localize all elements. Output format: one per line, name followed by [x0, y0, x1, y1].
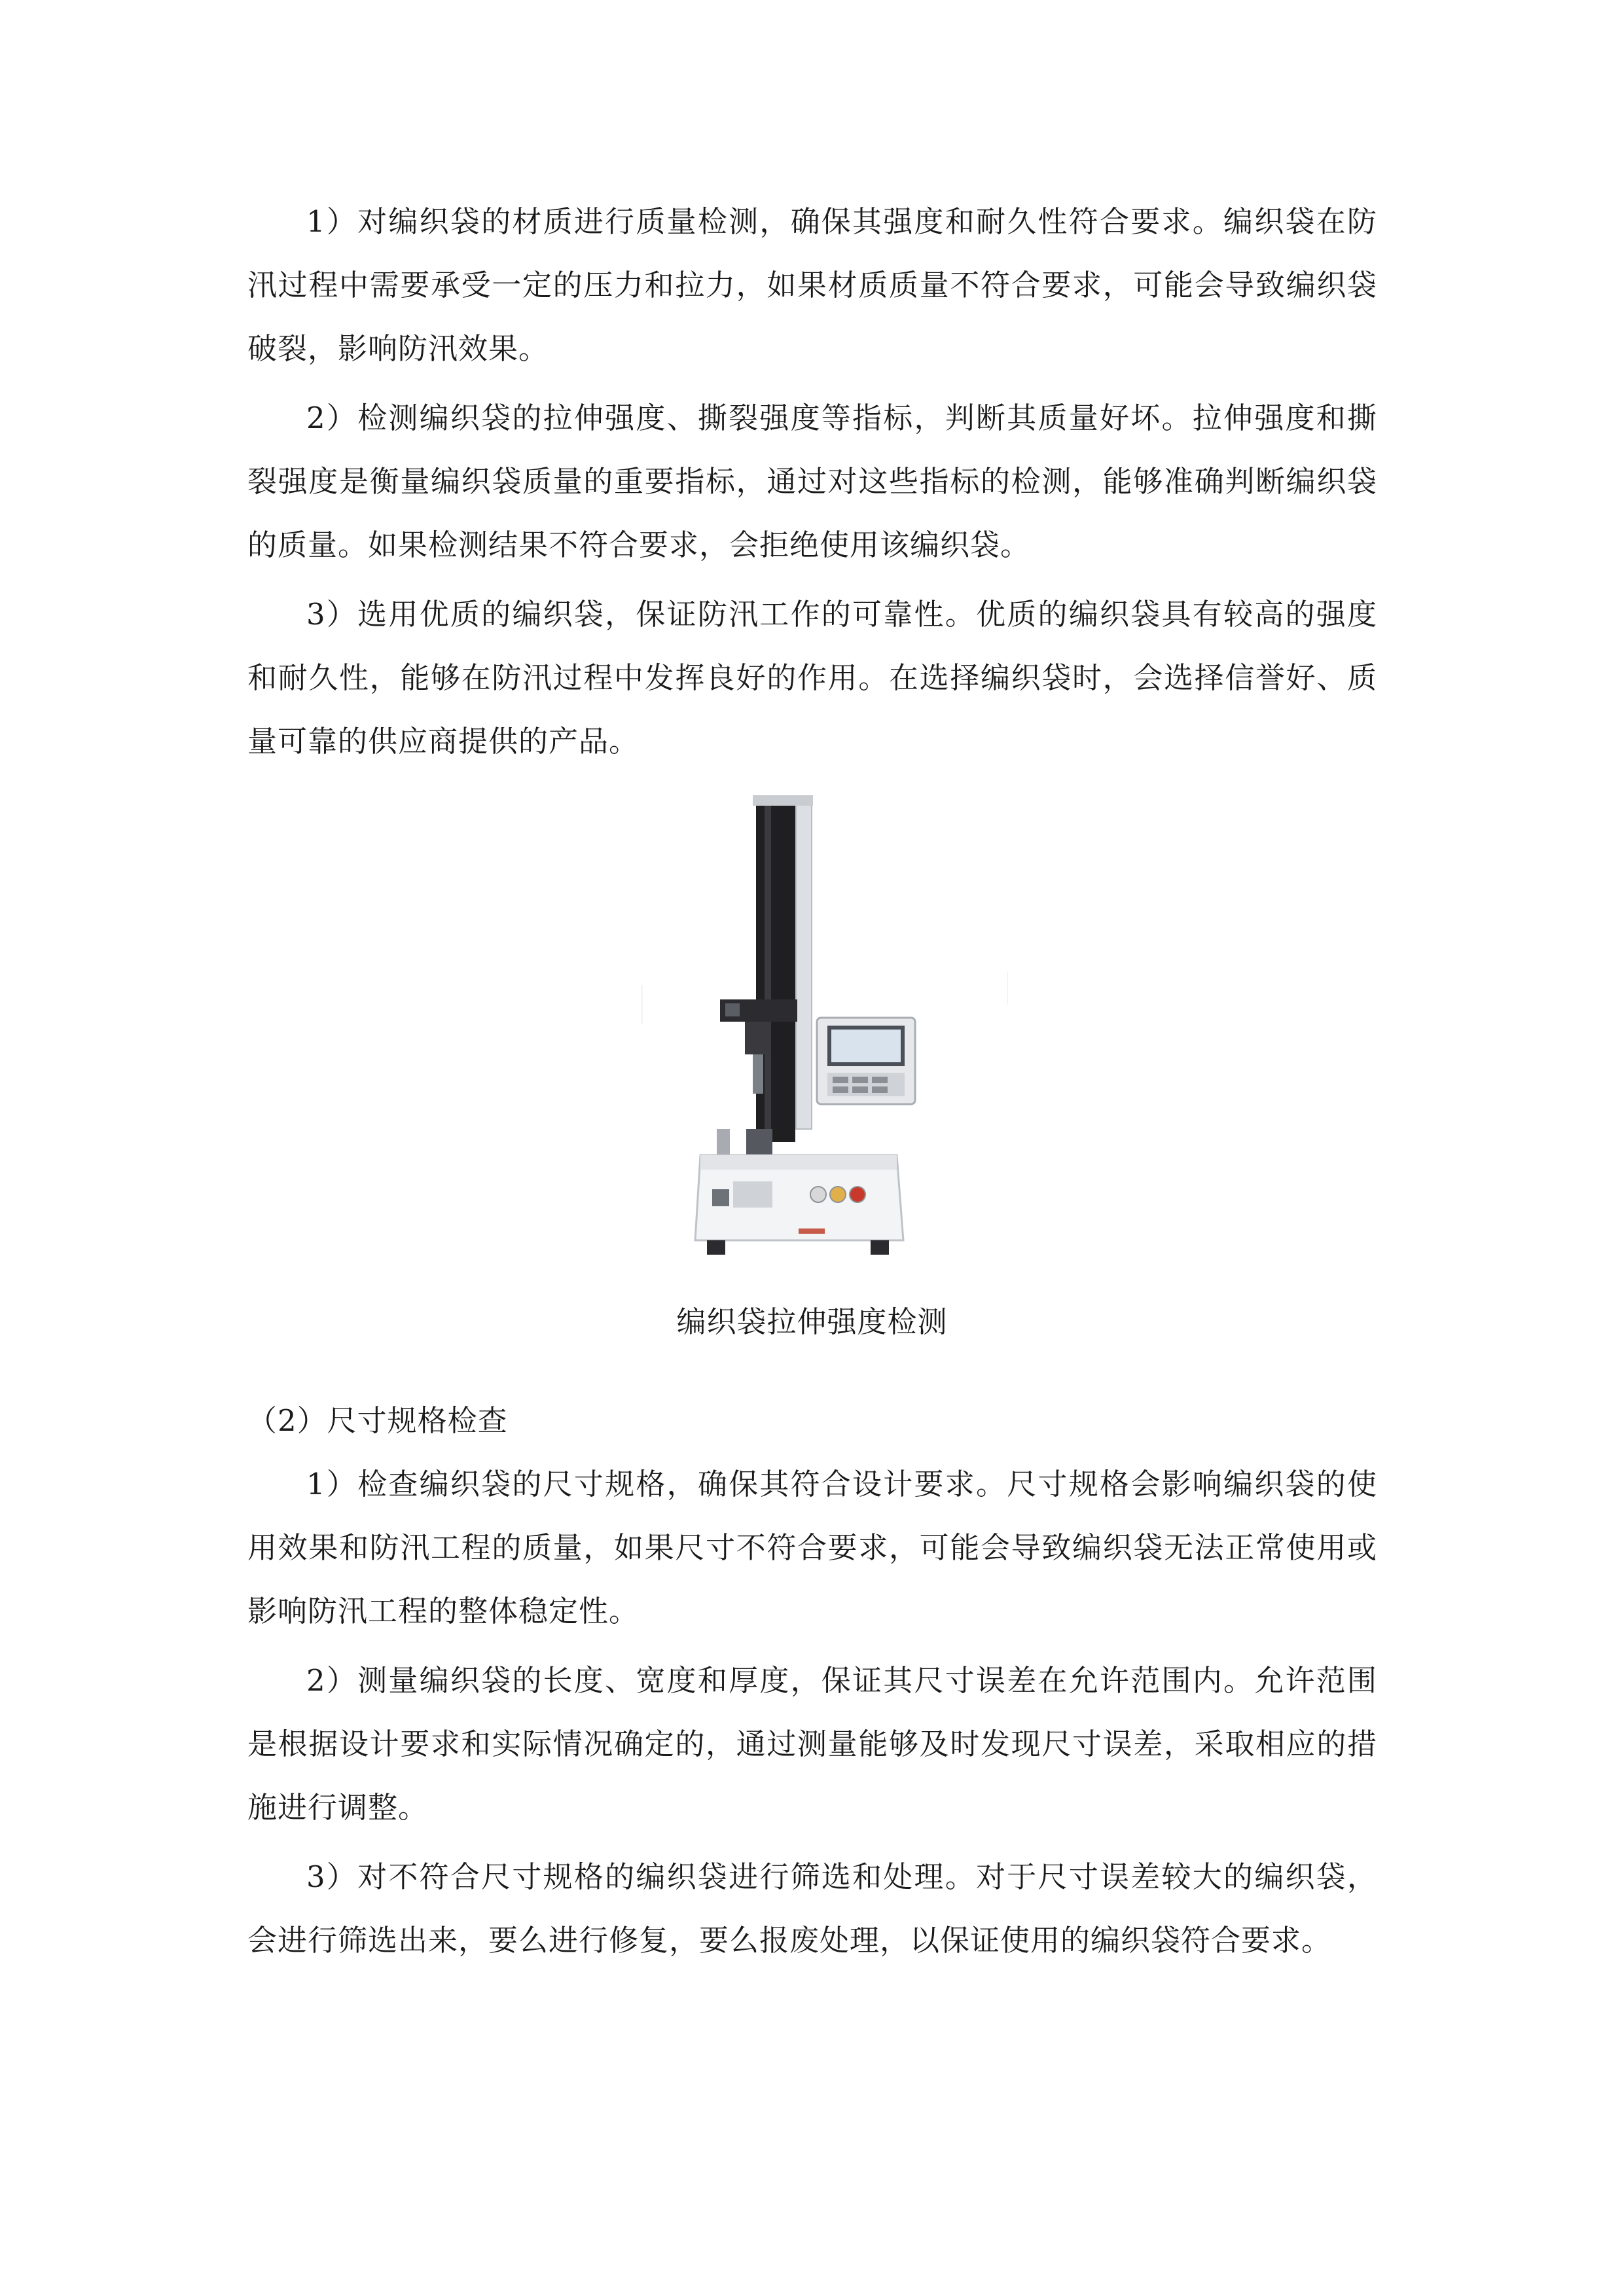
paragraph-material-inspection: 1）对编织袋的材质进行质量检测，确保其强度和耐久性符合要求。编织袋在防汛过程中需要承受一定的压力和拉力，如果材质质量不符合要求，可能会导致编织袋破裂，影响防汛效果。 [247, 204, 1377, 366]
paragraph-quality-selection: 3）选用优质的编织袋，保证防汛工作的可靠性。优质的编织袋具有较高的强度和耐久性，能够在防汛过程中发挥良好的作用。在选择编织袋时，会选择信誉好、质量可靠的供应商提供的产品。 [247, 597, 1377, 759]
tensile-testing-machine-image [641, 789, 1008, 1266]
paragraph-nonconforming-handling: 3）对不符合尺寸规格的编织袋进行筛选和处理。对于尺寸误差较大的编织袋，会进行筛选出来，要么进行修复，要么报废处理，以保证使用的编织袋符合要求。 [247, 1859, 1377, 1958]
figure-caption: 编织袋拉伸强度检测 [676, 1304, 948, 1339]
paragraph-strength-testing: 2）检测编织袋的拉伸强度、撕裂强度等指标，判断其质量好坏。拉伸强度和撕裂强度是衡量编织袋质量的重要指标，通过对这些指标的检测，能够准确判断编织袋的质量。如果检测结果不符合要求，会拒绝使用该编织袋。 [247, 401, 1377, 562]
section-heading-dimension-check: （2）尺寸规格检查 [247, 1403, 508, 1438]
paragraph-dimension-measurement: 2）测量编织袋的长度、宽度和厚度，保证其尺寸误差在允许范围内。允许范围是根据设计要求和实际情况确定的，通过测量能够及时发现尺寸误差，采取相应的措施进行调整。 [247, 1663, 1377, 1825]
paragraph-dimension-check: 1）检查编织袋的尺寸规格，确保其符合设计要求。尺寸规格会影响编织袋的使用效果和防汛工程的质量，如果尺寸不符合要求，可能会导致编织袋无法正常使用或影响防汛工程的整体稳定性。 [247, 1467, 1377, 1628]
